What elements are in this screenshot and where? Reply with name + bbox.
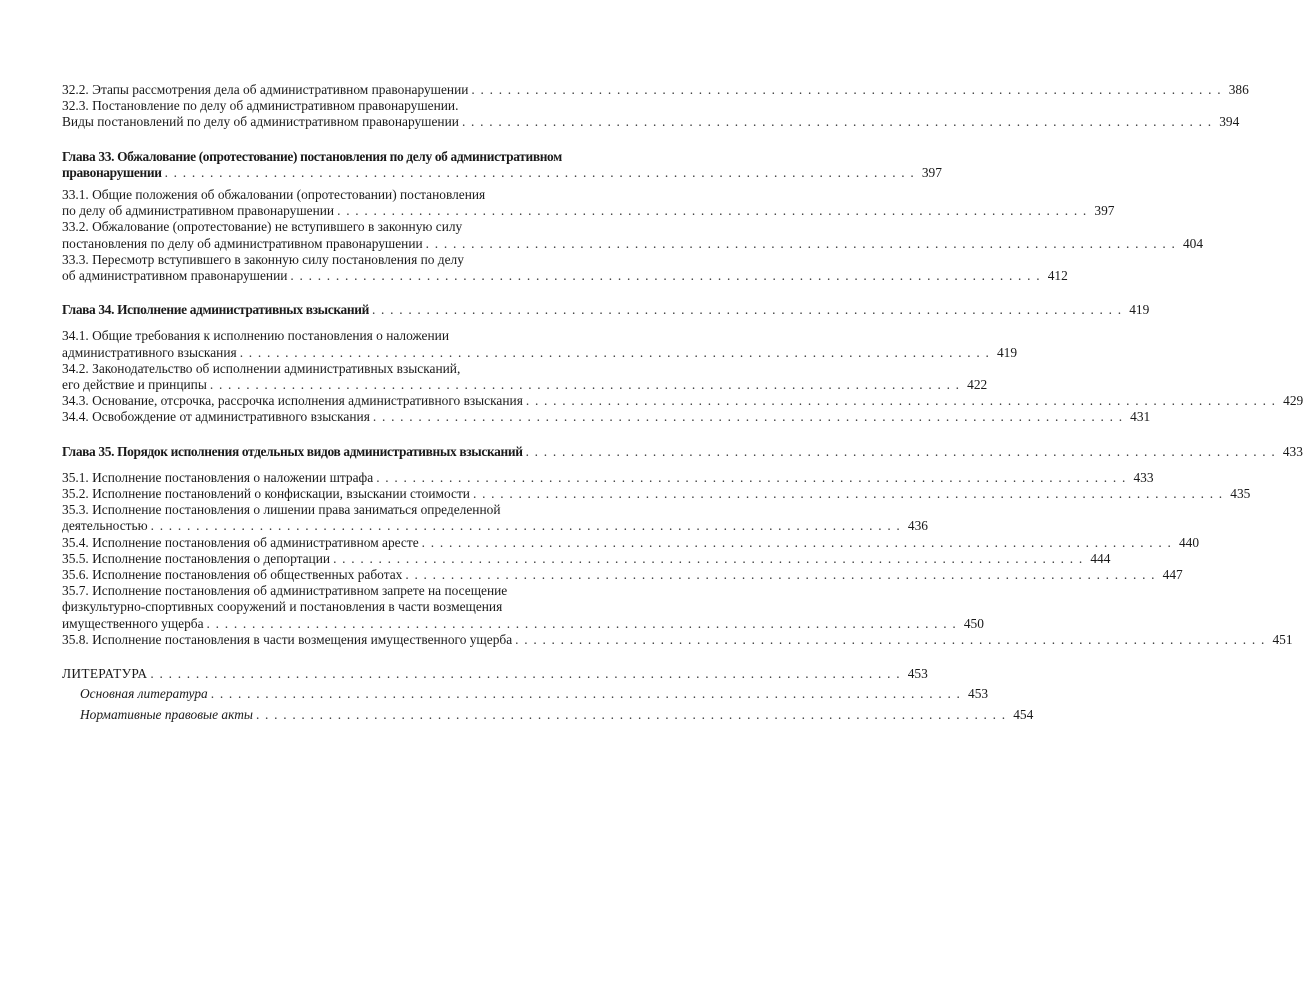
toc-entry-line: 33.2. Обжалование (опротестование) не вступившего в законную силу xyxy=(62,219,463,235)
toc-entry-row xyxy=(62,235,1204,252)
toc-entry-row xyxy=(62,534,1200,551)
literature-heading-row xyxy=(62,666,928,682)
chapter-35-sections xyxy=(62,469,1293,648)
chapter-32-section xyxy=(62,82,1249,131)
section-entry xyxy=(62,187,1115,219)
toc-entry-text: 34.4. Освобождение от административного взыскания xyxy=(62,409,370,425)
section-entry xyxy=(62,409,1151,425)
dot-leader: . . . . . . . . . . . . . . . . . . . . . . . . . . . . . . . . . . . . . . . . . . . . . . . . . . . . . . . . . . . . . . . . . . . . . . . . . . . . . . . . . . . xyxy=(337,203,1088,219)
page-number: 397 xyxy=(921,164,942,180)
toc-entry-line: 33.3. Пересмотр вступившего в законную силу постановления по делу xyxy=(62,251,464,267)
toc-entry-line: физкультурно-спортивных сооружений и постановления в части возмещения xyxy=(62,599,503,615)
page-number: 394 xyxy=(1219,114,1240,130)
toc-entry-line: 35.3. Исполнение постановления о лишении права заниматься определенной xyxy=(62,502,501,518)
toc-entry-row xyxy=(62,567,1183,583)
toc-entry-row xyxy=(62,82,1249,98)
chapter-heading-row xyxy=(62,443,1303,460)
section-entry xyxy=(62,219,1204,251)
page-number: 433 xyxy=(1133,469,1154,485)
toc-entry-line: 35.7. Исполнение постановления об административном запрете на посещение xyxy=(62,583,508,599)
dot-leader: . . . . . . . . . . . . . . . . . . . . . . . . . . . . . . . . . . . . . . . . . . . . . . . . . . . . . . . . . . . . . . . . . . . . . . . . . . . . . . . . . . . xyxy=(209,377,961,393)
toc-entry-line: 34.1. Общие требования к исполнению постановления о наложении xyxy=(62,328,449,344)
toc-entry-row xyxy=(62,268,1068,284)
dot-leader: . . . . . . . . . . . . . . . . . . . . . . . . . . . . . . . . . . . . . . . . . . . . . . . . . . . . . . . . . . . . . . . . . . . . . . . . . . . . . . . . . . . xyxy=(164,164,915,180)
page-number: 419 xyxy=(1129,302,1150,318)
toc-entry-text: Глава 34. Исполнение административных взысканий xyxy=(62,302,369,318)
toc-entry-text: 35.8. Исполнение постановления в части возмещения имущественного ущерба xyxy=(62,631,513,647)
section-entry xyxy=(62,534,1200,551)
dot-leader: . . . . . . . . . . . . . . . . . . . . . . . . . . . . . . . . . . . . . . . . . . . . . . . . . . . . . . . . . . . . . . . . . . . . . . . . . . . . . . . . . . . xyxy=(206,615,957,631)
page-number: 412 xyxy=(1047,268,1068,284)
section-entry xyxy=(62,82,1249,98)
toc-entry-text: правонарушении xyxy=(62,164,162,180)
toc-entry-row xyxy=(62,550,1111,567)
toc-entry-row xyxy=(62,203,1115,219)
section-entry xyxy=(62,631,1293,648)
toc-entry-text: по делу об административном правонарушении xyxy=(62,203,335,219)
page-number: 397 xyxy=(1094,203,1115,219)
chapter-35-heading xyxy=(62,443,1303,460)
dot-leader: . . . . . . . . . . . . . . . . . . . . . . . . . . . . . . . . . . . . . . . . . . . . . . . . . . . . . . . . . . . . . . . . . . . . . . . . . . . . . . . . . . . xyxy=(525,443,1276,459)
toc-entry-text: деятельностью xyxy=(62,518,148,534)
toc-entry-text: постановления по делу об административном правонарушении xyxy=(62,235,423,251)
toc-entry-text: имущественного ущерба xyxy=(62,615,204,631)
page-number: 433 xyxy=(1282,443,1303,459)
chapter-33-heading xyxy=(62,148,942,181)
dot-leader: . . . . . . . . . . . . . . . . . . . . . . . . . . . . . . . . . . . . . . . . . . . . . . . . . . . . . . . . . . . . . . . . . . . . . . . . . . . . . . . . . . . xyxy=(515,631,1266,647)
section-entry xyxy=(62,567,1183,583)
toc-entry-text: ЛИТЕРАТУРА xyxy=(62,666,148,682)
toc-entry-line: 33.1. Общие положения об обжаловании (опротестовании) постановления xyxy=(62,187,486,203)
table-of-contents xyxy=(62,82,1303,741)
dot-leader: . . . . . . . . . . . . . . . . . . . . . . . . . . . . . . . . . . . . . . . . . . . . . . . . . . . . . . . . . . . . . . . . . . . . . . . . . . . . . . . . . . . xyxy=(376,469,1127,485)
section-entry xyxy=(62,251,1068,284)
page-number: 451 xyxy=(1272,631,1293,647)
chapter-34-heading xyxy=(62,302,1150,318)
toc-entry-text: Нормативные правовые акты xyxy=(80,706,253,722)
toc-entry-line: 32.3. Постановление по делу об административном правонарушении. xyxy=(62,98,459,114)
page-number: 454 xyxy=(1013,706,1034,722)
toc-entry-text: 35.6. Исполнение постановления об общественных работах xyxy=(62,567,403,583)
toc-entry-row xyxy=(62,631,1293,648)
toc-entry-text: его действие и принципы xyxy=(62,377,207,393)
toc-entry-text: административного взыскания xyxy=(62,344,237,360)
toc-entry-row xyxy=(62,393,1303,409)
literature-subentry xyxy=(62,706,1034,723)
section-entry xyxy=(62,469,1154,486)
literature-section xyxy=(62,666,1034,723)
toc-entry-row xyxy=(62,518,928,534)
dot-leader: . . . . . . . . . . . . . . . . . . . . . . . . . . . . . . . . . . . . . . . . . . . . . . . . . . . . . . . . . . . . . . . . . . . . . . . . . . . . . . . . . . . xyxy=(425,235,1177,251)
toc-entry-row xyxy=(62,344,1018,361)
page-number: 453 xyxy=(907,666,928,682)
toc-entry-row xyxy=(62,469,1154,486)
page-number: 431 xyxy=(1130,409,1151,425)
toc-entry-line: 34.2. Законодательство об исполнении административных взысканий, xyxy=(62,360,461,376)
section-entry xyxy=(62,328,1018,360)
chapter-34-sections xyxy=(62,328,1303,425)
page-number: 444 xyxy=(1090,550,1111,566)
page-number: 453 xyxy=(968,686,989,702)
page-number: 386 xyxy=(1228,82,1249,97)
toc-entry-row xyxy=(62,377,988,393)
toc-entry-row xyxy=(62,486,1251,502)
toc-entry-row xyxy=(62,615,984,632)
toc-entry-text: Виды постановлений по делу об административном правонарушении xyxy=(62,114,459,130)
chapter-heading-line: Глава 33. Обжалование (опротестование) постановления по делу об административном xyxy=(62,148,562,164)
toc-entry-text: 35.5. Исполнение постановления о депортации xyxy=(62,550,331,566)
dot-leader: . . . . . . . . . . . . . . . . . . . . . . . . . . . . . . . . . . . . . . . . . . . . . . . . . . . . . . . . . . . . . . . . . . . . . . . . . . . . . . . . . . . xyxy=(239,344,991,360)
page-number: 435 xyxy=(1230,486,1251,502)
dot-leader: . . . . . . . . . . . . . . . . . . . . . . . . . . . . . . . . . . . . . . . . . . . . . . . . . . . . . . . . . . . . . . . . . . . . . . . . . . . . . . . . . . . xyxy=(333,550,1084,566)
toc-entry-row xyxy=(62,409,1151,425)
dot-leader: . . . . . . . . . . . . . . . . . . . . . . . . . . . . . . . . . . . . . . . . . . . . . . . . . . . . . . . . . . . . . . . . . . . . . . . . . . . . . . . . . . . xyxy=(210,686,962,702)
section-entry xyxy=(62,583,984,632)
section-entry xyxy=(62,550,1111,567)
dot-leader: . . . . . . . . . . . . . . . . . . . . . . . . . . . . . . . . . . . . . . . . . . . . . . . . . . . . . . . . . . . . . . . . . . . . . . . . . . . . . . . . . . . xyxy=(472,486,1224,502)
page-number: 404 xyxy=(1182,235,1204,251)
page-number: 436 xyxy=(907,518,928,534)
section-entry xyxy=(62,360,988,393)
chapter-heading-row xyxy=(62,302,1150,318)
dot-leader: . . . . . . . . . . . . . . . . . . . . . . . . . . . . . . . . . . . . . . . . . . . . . . . . . . . . . . . . . . . . . . . . . . . . . . . . . . . . . . . . . . . xyxy=(461,114,1213,130)
toc-entry-text: Глава 35. Порядок исполнения отдельных видов административных взысканий xyxy=(62,443,523,459)
section-entry xyxy=(62,98,1240,130)
toc-entry-text: Основная литература xyxy=(80,686,208,702)
dot-leader: . . . . . . . . . . . . . . . . . . . . . . . . . . . . . . . . . . . . . . . . . . . . . . . . . . . . . . . . . . . . . . . . . . . . . . . . . . . . . . . . . . . xyxy=(525,393,1277,409)
dot-leader: . . . . . . . . . . . . . . . . . . . . . . . . . . . . . . . . . . . . . . . . . . . . . . . . . . . . . . . . . . . . . . . . . . . . . . . . . . . . . . . . . . . xyxy=(405,567,1156,583)
page-number: 419 xyxy=(996,344,1018,360)
section-entry xyxy=(62,393,1303,409)
dot-leader: . . . . . . . . . . . . . . . . . . . . . . . . . . . . . . . . . . . . . . . . . . . . . . . . . . . . . . . . . . . . . . . . . . . . . . . . . . . . . . . . . . . xyxy=(150,518,901,534)
page-number: 447 xyxy=(1162,567,1183,583)
page-number: 440 xyxy=(1178,534,1200,550)
section-entry xyxy=(62,502,928,534)
dot-leader: . . . . . . . . . . . . . . . . . . . . . . . . . . . . . . . . . . . . . . . . . . . . . . . . . . . . . . . . . . . . . . . . . . . . . . . . . . . . . . . . . . . xyxy=(372,409,1124,425)
toc-entry-text: 32.2. Этапы рассмотрения дела об административном правонарушении xyxy=(62,82,469,97)
page-number: 429 xyxy=(1283,393,1303,409)
toc-entry-text: об административном правонарушении xyxy=(62,268,288,284)
dot-leader: . . . . . . . . . . . . . . . . . . . . . . . . . . . . . . . . . . . . . . . . . . . . . . . . . . . . . . . . . . . . . . . . . . . . . . . . . . . . . . . . . . . xyxy=(421,534,1173,550)
page-number: 422 xyxy=(967,377,988,393)
section-entry xyxy=(62,486,1251,502)
toc-entry-text: 35.1. Исполнение постановления о наложении штрафа xyxy=(62,469,374,485)
toc-entry-text: 35.2. Исполнение постановлений о конфискации, взыскании стоимости xyxy=(62,486,470,502)
chapter-33-sections xyxy=(62,187,1204,284)
dot-leader: . . . . . . . . . . . . . . . . . . . . . . . . . . . . . . . . . . . . . . . . . . . . . . . . . . . . . . . . . . . . . . . . . . . . . . . . . . . . . . . . . . . xyxy=(471,82,1222,97)
chapter-heading-row xyxy=(62,164,942,181)
dot-leader: . . . . . . . . . . . . . . . . . . . . . . . . . . . . . . . . . . . . . . . . . . . . . . . . . . . . . . . . . . . . . . . . . . . . . . . . . . . . . . . . . . . xyxy=(255,706,1007,722)
toc-entry-text: 34.3. Основание, отсрочка, рассрочка исполнения административного взыскания xyxy=(62,393,523,409)
literature-subentry xyxy=(62,686,989,702)
dot-leader: . . . . . . . . . . . . . . . . . . . . . . . . . . . . . . . . . . . . . . . . . . . . . . . . . . . . . . . . . . . . . . . . . . . . . . . . . . . . . . . . . . . xyxy=(150,666,901,682)
dot-leader: . . . . . . . . . . . . . . . . . . . . . . . . . . . . . . . . . . . . . . . . . . . . . . . . . . . . . . . . . . . . . . . . . . . . . . . . . . . . . . . . . . . xyxy=(371,302,1123,318)
dot-leader: . . . . . . . . . . . . . . . . . . . . . . . . . . . . . . . . . . . . . . . . . . . . . . . . . . . . . . . . . . . . . . . . . . . . . . . . . . . . . . . . . . . xyxy=(290,268,1041,284)
toc-entry-text: 35.4. Исполнение постановления об административном аресте xyxy=(62,534,419,550)
toc-entry-row xyxy=(62,114,1240,130)
page-number: 450 xyxy=(963,615,984,631)
